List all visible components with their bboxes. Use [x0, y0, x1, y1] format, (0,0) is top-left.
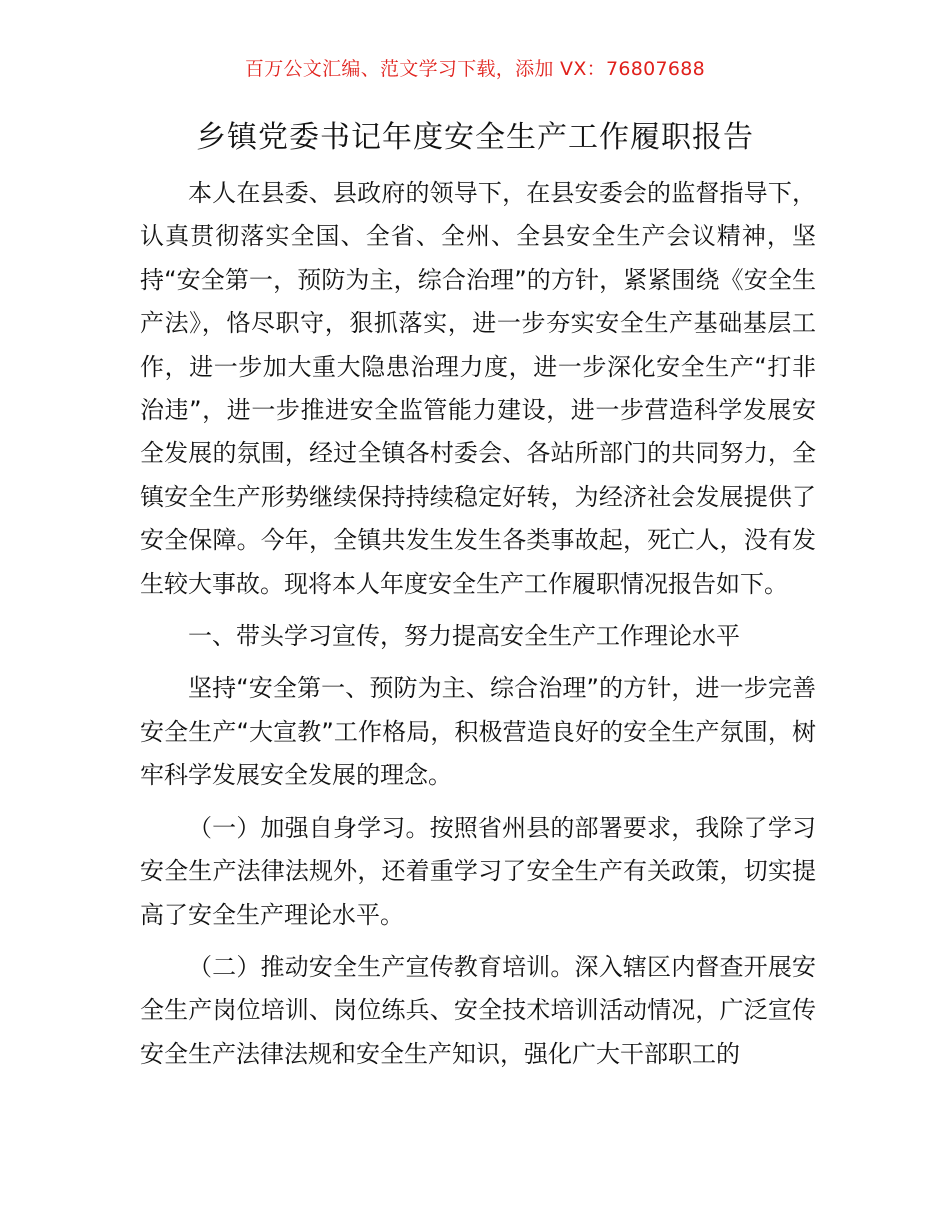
- header-watermark-note: 百万公文汇编、范文学习下载，添加 VX：76807688: [244, 58, 706, 80]
- paragraph-section-1: 坚持“安全第一、预防为主、综合治理”的方针，进一步完善安全生产“大宣教”工作格局，积极营造良好的安全生产氛围，树牢科学发展安全发展的理念。: [140, 674, 816, 790]
- document-title: 乡镇党委书记年度安全生产工作履职报告: [196, 120, 754, 155]
- document-body: [140, 172, 816, 1085]
- section-heading-1: 一、带头学习宣传，努力提高安全生产工作理论水平: [188, 622, 740, 651]
- paragraph-subsection-2: （二）推动安全生产宣传教育培训。深入辖区内督查开展安全生产岗位培训、岗位练兵、安全技术培训活动情况，广泛宣传安全生产法律法规和安全生产知识，强化广大干部职工的: [140, 952, 816, 1068]
- paragraph-intro: 本人在县委、县政府的领导下，在县安委会的监督指导下，认真贯彻落实全国、全省、全州、全县安全生产会议精神，坚持“安全第一，预防为主，综合治理”的方针，紧紧围绕《安全生产法》，恪尽职守，狠抓落实，进一步夯实安全生产基础基层工作，进一步加大重大隐患治理力度，进一步深化安全生产“打非治违”，进一步推进安全监管能力建设，进一步营造科学发展安全发展的氛围，经过全镇各村委会、各站所部门的共同努力，全镇安全生产形势继续保持持续稳定好转，为经济社会发展提供了安全保障。今年，全镇共发生发生各类事故起，死亡人，没有发生较大事故。现将本人年度安全生产工作履职情况报告如下。: [140, 179, 816, 598]
- paragraph-subsection-1: （一）加强自身学习。按照省州县的部署要求，我除了学习安全生产法律法规外，还着重学习了安全生产有关政策，切实提高了安全生产理论水平。: [140, 813, 816, 929]
